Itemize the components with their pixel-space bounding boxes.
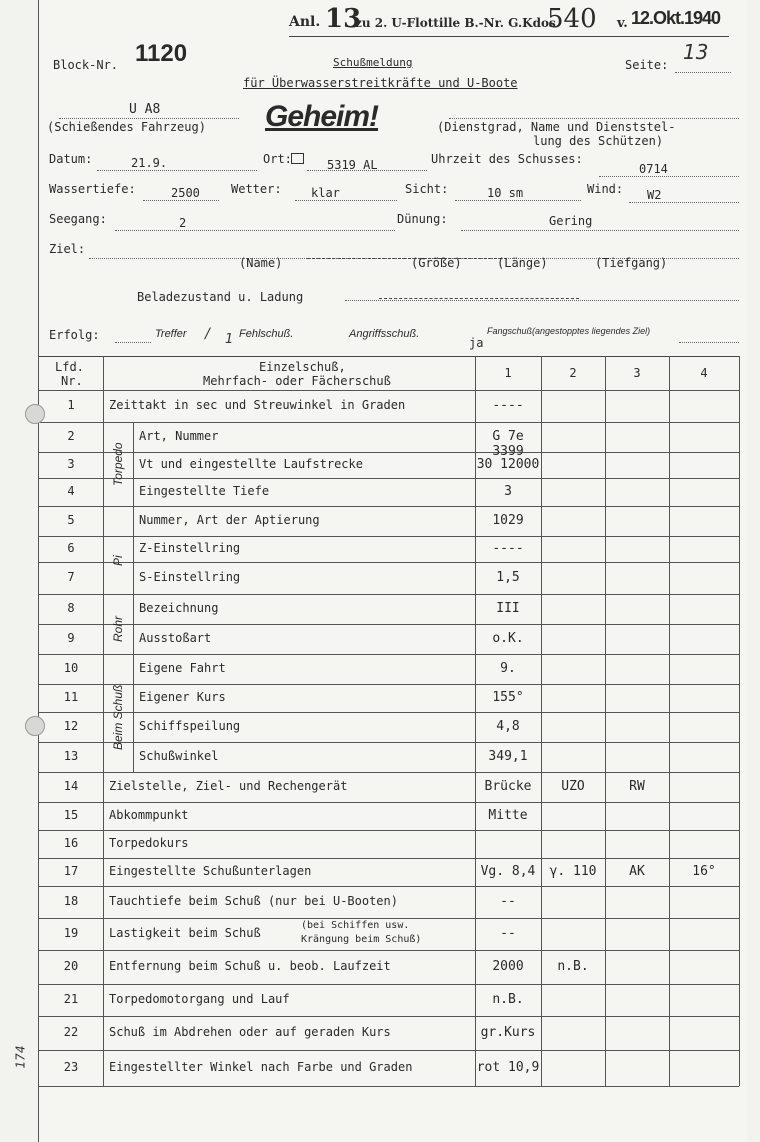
row-label: Zielstelle, Ziel- und Rechengerät <box>109 779 348 793</box>
row-label: Schuß im Abdrehen oder auf geraden Kurs <box>109 1025 391 1039</box>
row-label: Entfernung beim Schuß u. beob. Laufzeit <box>109 959 391 973</box>
row-value-col-1: 4,8 <box>496 719 520 734</box>
row-value-col-2: γ. 110 <box>549 864 597 879</box>
row-number: 14 <box>63 779 79 793</box>
row-value-col-1: Vg. 8,4 <box>480 864 536 879</box>
row-label-b: (bei Schiffen usw. <box>301 920 410 931</box>
gkdos-number: 540 <box>547 4 597 34</box>
anl-number: 13 <box>325 4 362 34</box>
row-label: Z-Einstellring <box>139 541 241 555</box>
row-number: 2 <box>67 429 75 443</box>
ziel-name-label: (Name) <box>239 256 283 270</box>
ziel-groesse-label: (Größe) <box>411 256 462 270</box>
row-value-col-1: III <box>496 601 520 616</box>
row-number: 21 <box>63 992 79 1006</box>
rank-label-2: lung des Schützen) <box>533 134 664 148</box>
row-label: Schiffspeilung <box>139 719 241 733</box>
rank-label-1: (Dienstgrad, Name und Dienststel- <box>437 120 676 134</box>
row-number: 19 <box>63 926 79 940</box>
punch-hole <box>25 716 45 736</box>
row-number: 22 <box>63 1025 79 1039</box>
row-label: Bezeichnung <box>139 601 219 615</box>
flotille-text: zu 2. U-Flottille B.-Nr. G.Kdos <box>355 16 556 30</box>
seite-label: Seite: <box>625 58 669 72</box>
punch-hole <box>25 404 45 424</box>
head-nr: Nr. <box>61 374 83 388</box>
row-number: 12 <box>63 719 79 733</box>
row-label: Lastigkeit beim Schuß <box>109 926 261 940</box>
head-lfd: Lfd. <box>55 360 84 374</box>
row-number: 13 <box>63 749 79 763</box>
head-mehr: Mehrfach- oder Fächerschuß <box>203 374 391 388</box>
fehlschuss-number: 1 <box>225 332 234 347</box>
row-value-col-2: UZO <box>561 779 585 794</box>
row-label: Zeittakt in sec und Streuwinkel in Graden <box>109 398 406 412</box>
treffer-value: / <box>205 326 210 342</box>
row-number: 1 <box>67 398 75 412</box>
document-page <box>13 0 747 1142</box>
wassertiefe-label: Wassertiefe: <box>49 182 136 196</box>
row-value-col-1: ---- <box>492 398 524 413</box>
row-value-col-3: RW <box>629 779 645 794</box>
row-label: Nummer, Art der Aptierung <box>139 513 320 527</box>
row-label: Torpedokurs <box>109 836 189 850</box>
row-value-col-1: 349,1 <box>488 749 528 764</box>
row-label: Art, Nummer <box>139 429 219 443</box>
row-number: 15 <box>63 808 79 822</box>
row-value-col-1: rot 10,9 <box>476 1060 540 1075</box>
row-number: 9 <box>67 631 75 645</box>
wind-label: Wind: <box>587 182 624 196</box>
row-number: 23 <box>63 1060 79 1074</box>
datum-label: Datum: <box>49 152 93 166</box>
beladung-label: Beladezustand u. Ladung <box>137 290 304 304</box>
row-value-col-1: gr.Kurs <box>480 1025 536 1040</box>
angriff-value: ja <box>469 336 484 350</box>
row-value-col-1: 1,5 <box>496 570 520 585</box>
row-value-col-1: -- <box>500 926 516 941</box>
block-number: 1120 <box>135 40 188 67</box>
group-rohr: Rohr <box>111 615 125 642</box>
row-value-col-1: o.K. <box>492 631 524 646</box>
group-beim-schuss: Beim Schuß <box>111 684 125 750</box>
margin-note: 174 <box>13 1045 28 1069</box>
duenung-value: Gering <box>549 214 593 228</box>
group-torpedo: Torpedo <box>111 442 125 486</box>
row-label: Ausstoßart <box>139 631 212 645</box>
seegang-label: Seegang: <box>49 212 107 226</box>
block-label: Block-Nr. <box>53 58 119 72</box>
row-label: Schußwinkel <box>139 749 219 763</box>
row-number: 11 <box>63 690 79 704</box>
anl-label: Anl. <box>289 14 321 30</box>
row-label: S-Einstellring <box>139 570 241 584</box>
wassertiefe-value: 2500 <box>171 186 200 200</box>
row-value-col-1: 3 <box>504 484 512 499</box>
row-value-col-1: G 7e 3399 <box>492 429 524 459</box>
row-value-col-2: n.B. <box>557 959 589 974</box>
row-value-col-1: 1029 <box>492 513 524 528</box>
row-value-col-1: Mitte <box>488 808 528 823</box>
sicht-value: 10 sm <box>487 186 524 200</box>
wind-value: W2 <box>647 188 662 202</box>
ship-name: U A8 <box>129 102 161 117</box>
wetter-label: Wetter: <box>231 182 282 196</box>
row-value-col-1: 155° <box>492 690 524 705</box>
row-number: 6 <box>67 541 75 555</box>
ort-label: Ort: <box>263 152 292 166</box>
row-number: 10 <box>63 661 79 675</box>
row-number: 16 <box>63 836 79 850</box>
head-col-3: 3 <box>633 366 641 380</box>
datum-value: 21.9. <box>131 156 168 170</box>
row-label: Eingestellter Winkel nach Farbe und Graden <box>109 1060 413 1074</box>
secret-stamp: Geheim! <box>265 100 379 133</box>
head-col-2: 2 <box>569 366 577 380</box>
grid-square-icon <box>291 153 304 164</box>
row-number: 4 <box>67 484 75 498</box>
row-label-c: Krängung beim Schuß) <box>301 934 422 945</box>
treffer-label: Treffer <box>155 328 187 340</box>
head-col-1: 1 <box>504 366 512 380</box>
ziel-laenge-label: (Länge) <box>497 256 548 270</box>
row-label: Vt und eingestellte Laufstrecke <box>139 457 363 471</box>
head-col-4: 4 <box>700 366 708 380</box>
row-value-col-1: 2000 <box>492 959 524 974</box>
uhrzeit-value: 0714 <box>639 162 668 176</box>
seite-number: 13 <box>683 40 709 64</box>
row-value-col-3: AK <box>629 864 645 879</box>
date-stamp: 12.Okt.1940 <box>631 8 721 28</box>
row-number: 17 <box>63 864 79 878</box>
uhrzeit-label: Uhrzeit des Schusses: <box>431 152 583 166</box>
row-number: 20 <box>63 959 79 973</box>
form-title: Schußmeldung <box>333 56 413 69</box>
row-value-col-1: Brücke <box>484 779 532 794</box>
row-label: Torpedomotorgang und Lauf <box>109 992 290 1006</box>
row-number: 8 <box>67 601 75 615</box>
fehlschuss-label: Fehlschuß. <box>239 328 294 340</box>
seegang-value: 2 <box>179 216 187 230</box>
row-number: 18 <box>63 894 79 908</box>
head-einzel: Einzelschuß, <box>259 360 346 374</box>
row-value-col-1: ---- <box>492 541 524 556</box>
row-label: Abkommpunkt <box>109 808 189 822</box>
group-pi: Pi <box>111 555 125 566</box>
row-value-col-1: n.B. <box>492 992 524 1007</box>
row-value-col-1: 30 12000 <box>476 457 540 472</box>
ship-label: (Schießendes Fahrzeug) <box>47 120 206 134</box>
row-number: 3 <box>67 457 75 471</box>
wetter-value: klar <box>311 186 340 200</box>
ziel-tiefgang-label: (Tiefgang) <box>595 256 668 270</box>
angriff-label: Angriffsschuß. <box>349 328 420 340</box>
v-label: v. <box>617 16 628 31</box>
row-label: Eigener Kurs <box>139 690 226 704</box>
duenung-label: Dünung: <box>397 212 448 226</box>
row-value-col-1: -- <box>500 894 516 909</box>
row-number: 7 <box>67 570 75 584</box>
ort-value: 5319 AL <box>327 158 378 172</box>
erfolg-label: Erfolg: <box>49 328 100 342</box>
ziel-label: Ziel: <box>49 242 86 256</box>
row-label: Eingestellte Tiefe <box>139 484 270 498</box>
row-label: Eingestellte Schußunterlagen <box>109 864 312 878</box>
fangschuss-label: Fangschuß(angestopptes liegendes Ziel) <box>487 326 651 336</box>
row-value-col-4: 16° <box>692 864 716 879</box>
row-label: Eigene Fahrt <box>139 661 226 675</box>
form-subtitle: für Überwasserstreitkräfte und U-Boote <box>243 76 518 90</box>
row-number: 5 <box>67 513 75 527</box>
row-value-col-1: 9. <box>500 661 516 676</box>
sicht-label: Sicht: <box>405 182 449 196</box>
row-label: Tauchtiefe beim Schuß (nur bei U-Booten) <box>109 894 398 908</box>
